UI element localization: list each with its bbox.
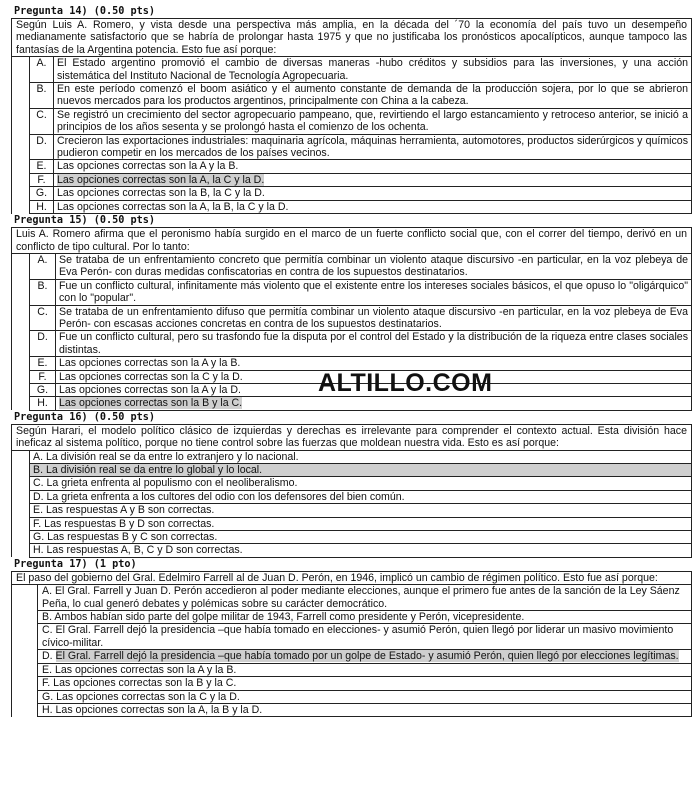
selected-answer-highlight: Las opciones correctas son la A, la C y la D.: [57, 173, 265, 186]
option-row[interactable]: B. En este período comenzó el boom asiático y el aumento constante de demanda de la producción sojera, por lo que se abrieron nuevos mercados para los productos argentinos, principalmente con China a la cabeza.: [12, 83, 692, 109]
option-row[interactable]: F. Las opciones correctas son la C y la D.: [12, 370, 692, 383]
option-row[interactable]: D. Crecieron las exportaciones industriales: maquinaria agrícola, máquinas herramienta, automotores, productos siderúrgicos y químicos pudieron competir en los mercados de los países vecinos.: [12, 134, 692, 160]
option-row[interactable]: G. Las opciones correctas son la B, la C y la D.: [12, 187, 692, 200]
question-stem: El paso del gobierno del Gral. Edelmiro Farrell al de Juan D. Perón, en 1946, implicó un cambio de régimen político. Esto fue así porque:: [11, 571, 692, 585]
option-text: Se trataba de un enfrentamiento difuso que permitía combinar un violento ataque discursivo -en particular, en la voz plebeya de Eva Perón- con escasas acciones concretas en contra de los supuestos destinatarios.: [56, 305, 692, 331]
option-row[interactable]: [12, 504, 692, 517]
selected-answer-highlight: B. La división real se da entre lo global y lo local.: [30, 464, 692, 477]
question-header: Pregunta 16) (0.50 pts): [14, 411, 156, 423]
question-stem: Luis A. Romero afirma que el peronismo había surgido en el marco de un fuerte conflicto social que, con el correr del tiempo, derivó en un conflicto de tipo cultural. Por lo tanto:: [11, 227, 692, 254]
option-row-selected[interactable]: F. Las opciones correctas son la A, la C y la D.: [12, 173, 692, 186]
option-row[interactable]: [12, 690, 692, 703]
question-header: Pregunta 14) (0.50 pts): [14, 6, 156, 17]
option-row[interactable]: E. Las opciones correctas son la A y la B.: [12, 160, 692, 173]
option-row[interactable]: E. Las opciones correctas son la A y la B.: [12, 357, 692, 370]
option-text: G. Las opciones correctas son la C y la D.: [38, 690, 692, 703]
option-row[interactable]: [12, 544, 692, 557]
option-text: Las opciones correctas son la A y la D.: [56, 383, 692, 396]
question-14: [11, 5, 692, 214]
options-table: [11, 56, 692, 214]
option-text: A. El Gral. Farrell y Juan D. Perón accedieron al poder mediante elecciones, aunque el primero fue antes de la sanción de la Ley Sáenz Peña, lo cual generó debates y polémicas sobre su carácter democrático.: [38, 585, 692, 611]
option-row[interactable]: [12, 611, 692, 624]
option-row[interactable]: A. El Estado argentino promovió el cambio de diversas maneras -hubo créditos y subsidios para las inversiones, y una acción sistemática del Instituto Nacional de Tecnología Agropecuaria.: [12, 57, 692, 83]
option-row-selected[interactable]: H. Las opciones correctas son la B y la C.: [12, 397, 692, 410]
option-row[interactable]: D. Fue un conflicto cultural, pero su trasfondo fue la disputa por el control del Estado y la distribución de la riqueza entre clases sociales distintas.: [12, 331, 692, 357]
option-row[interactable]: [12, 477, 692, 490]
option-text: E. Las opciones correctas son la A y la B.: [38, 663, 692, 676]
watermark-logo-text: ALTILLO.COM: [318, 369, 493, 397]
option-text: Se trataba de un enfrentamiento concreto que permitía combinar un violento ataque discursivo -en particular, en la voz plebeya de Eva Perón- con duras medidas confiscatorias en contra de los supuestos destinatarios.: [56, 253, 692, 279]
option-row[interactable]: [12, 490, 692, 503]
option-text: En este período comenzó el boom asiático y el aumento constante de demanda de la producción sojera, por lo que se abrieron nuevos mercados para los productos argentinos, principalmente con China a la cabeza.: [54, 83, 692, 109]
option-text: H. Las opciones correctas son la A, la B y la D.: [38, 703, 692, 716]
option-text: C. El Gral. Farrell dejó la presidencia –que había tomado en elecciones- y asumió Perón, quien llegó por liderar un masivo movimiento cívico-militar.: [38, 624, 692, 650]
option-text: Crecieron las exportaciones industriales: maquinaria agrícola, máquinas herramienta, automotores, productos siderúrgicos y químicos pudieron competir en los mercados de los países vecinos.: [54, 134, 692, 160]
option-row[interactable]: [12, 624, 692, 650]
option-text: Las opciones correctas son la C y la D.: [56, 370, 692, 383]
question-header: Pregunta 17) (1 pto): [14, 558, 137, 570]
option-text: H. Las respuestas A, B, C y D son correctas.: [30, 544, 692, 557]
option-text: Fue un conflicto cultural, infinitamente más violento que el existente entre los intereses sociales básicos, el que opuso lo "oligárquico" con lo "popular".: [56, 279, 692, 305]
options-table: [11, 584, 692, 717]
option-text: D. El Gral. Farrell dejó la presidencia –que había tomado por un golpe de Estado- y asumió Perón, quien llegó por elecciones legítimas.: [38, 650, 692, 663]
question-17: [11, 558, 692, 717]
option-text: Las opciones correctas son la B, la C y la D.: [54, 187, 692, 200]
option-row[interactable]: [12, 531, 692, 544]
option-text: Las opciones correctas son la A y la B.: [56, 357, 692, 370]
option-text: E. Las respuestas A y B son correctas.: [30, 504, 692, 517]
option-text: El Estado argentino promovió el cambio de diversas maneras -hubo créditos y subsidios para las inversiones, y una acción sistemática del Instituto Nacional de Tecnología Agropecuaria.: [54, 57, 692, 83]
option-text: Se registró un crecimiento del sector agropecuario pampeano, que, revirtiendo el largo estancamiento y retroceso anterior, se inició a principios de los años sesenta y se prolongó hasta el comienzo de los ochenta.: [54, 108, 692, 134]
option-text: B. Ambos habían sido parte del golpe militar de 1943, Farrell como presidente y Perón, vicepresidente.: [38, 611, 692, 624]
option-row[interactable]: A. Se trataba de un enfrentamiento concreto que permitía combinar un violento ataque discursivo -en particular, en la voz plebeya de Eva Perón- con duras medidas confiscatorias en contra de los supuestos destinatarios.: [12, 253, 692, 279]
option-text: G. Las respuestas B y C son correctas.: [30, 531, 692, 544]
question-stem: Según Luis A. Romero, y vista desde una perspectiva más amplia, en la década del ´70 la economía del país tuvo un desempeño medianamente satisfactorio que se habría de prolongar hasta 1975 y que no justificaba los pronósticos apocalípticos, aunque tampoco las fantasías de la Argentina potencia. Esto fue así porque:: [11, 18, 692, 57]
option-text: Las opciones correctas son la A, la B, la C y la D.: [54, 200, 692, 213]
option-row[interactable]: C. Se trataba de un enfrentamiento difuso que permitía combinar un violento ataque discursivo -en particular, en la voz plebeya de Eva Perón- con escasas acciones concretas en contra de los supuestos destinatarios.: [12, 305, 692, 331]
option-row-selected[interactable]: [12, 464, 692, 477]
option-row[interactable]: [12, 677, 692, 690]
selected-answer-highlight: Las opciones correctas son la B y la C.: [59, 397, 243, 410]
option-text: Fue un conflicto cultural, pero su trasfondo fue la disputa por el control del Estado y la distribución de la riqueza entre clases sociales distintas.: [56, 331, 692, 357]
option-row[interactable]: H. Las opciones correctas son la A, la B, la C y la D.: [12, 200, 692, 213]
option-row[interactable]: [12, 517, 692, 530]
option-row[interactable]: [12, 585, 692, 611]
option-row[interactable]: [12, 703, 692, 716]
option-text: D. La grieta enfrenta a los cultores del odio con los defensores del bien común.: [30, 490, 692, 503]
option-row[interactable]: C. Se registró un crecimiento del sector agropecuario pampeano, que, revirtiendo el largo estancamiento y retroceso anterior, se inició a principios de los años sesenta y se prolongó hasta el comienzo de los ochenta.: [12, 108, 692, 134]
option-row[interactable]: [12, 450, 692, 463]
option-text: F. Las opciones correctas son la B y la C.: [38, 677, 692, 690]
option-row[interactable]: [12, 663, 692, 676]
option-text: F. Las respuestas B y D son correctas.: [30, 517, 692, 530]
option-row[interactable]: B. Fue un conflicto cultural, infinitamente más violento que el existente entre los intereses sociales básicos, el que opuso lo "oligárquico" con lo "popular".: [12, 279, 692, 305]
question-16: [11, 411, 692, 558]
question-stem: Según Harari, el modelo político clásico de izquierdas y derechas es irrelevante para comprender el contexto actual. Esta división hace ineficaz al sistema político, porque no tiene control sobre las fuerzas que moldean nuestra vida. Esto es así porque:: [11, 424, 692, 451]
option-row-selected[interactable]: [12, 650, 692, 663]
option-text: Las opciones correctas son la A y la B.: [54, 160, 692, 173]
exam-sheet: [11, 5, 692, 717]
option-text: [56, 397, 692, 410]
option-row[interactable]: G. Las opciones correctas son la A y la D.: [12, 383, 692, 396]
selected-answer-highlight: El Gral. Farrell dejó la presidencia –que había tomado por un golpe de Estado- y asumió Perón, quien llegó por elecciones legítimas.: [55, 650, 679, 663]
options-table: [11, 450, 692, 558]
option-text: C. La grieta enfrenta al populismo con el neoliberalismo.: [30, 477, 692, 490]
option-text: A. La división real se da entre lo extranjero y lo nacional.: [30, 450, 692, 463]
option-text: [54, 173, 692, 186]
question-header: Pregunta 15) (0.50 pts): [14, 215, 156, 227]
